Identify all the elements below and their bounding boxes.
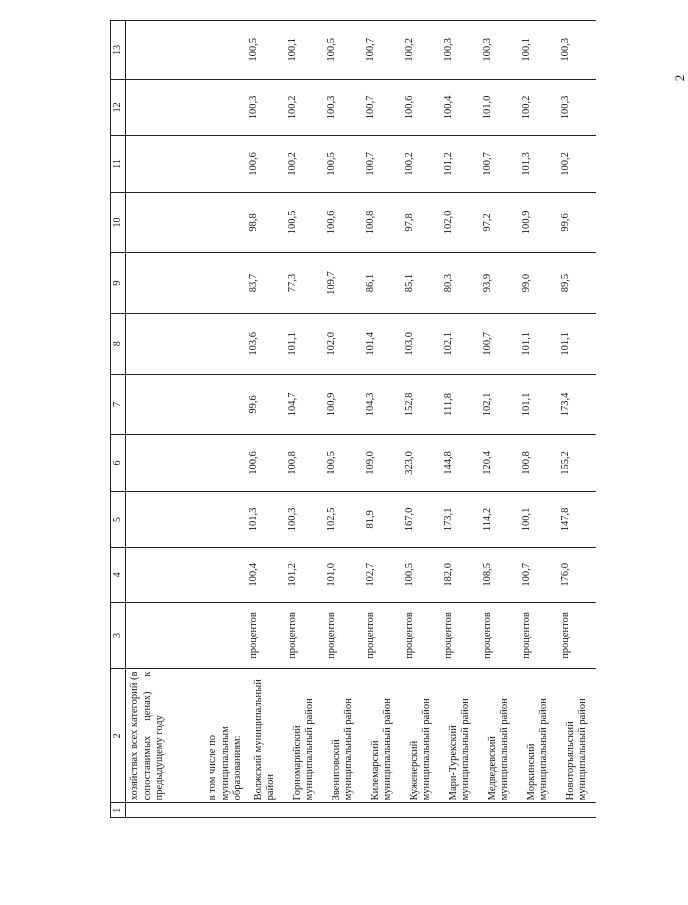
column-number-10: 10 [111,192,126,253]
value-cell: 100,6 [323,192,362,253]
row-name: Моркинский муниципальный район [518,669,557,803]
row-name: Горномарийский муниципальный район [284,669,323,803]
value-cell: 101,0 [323,548,362,602]
row-unit: процентов [479,602,518,669]
value-cell: 323,0 [401,435,440,491]
value-cell: 100,2 [401,136,440,192]
value-cell: 101,1 [284,313,323,374]
row-name: Новоторъяльский муниципальный район [557,669,596,803]
row-name-total: хозяйствах всех категорий (в сопоставимых ценах) к предыдущему году [126,669,200,803]
table-row [245,21,284,818]
value-cell: 100,2 [401,21,440,80]
row-unit: процентов [401,602,440,669]
table-row [323,21,362,818]
value-cell: 100,7 [362,21,401,80]
value-cell: 155,2 [557,435,596,491]
value-cell: 101,2 [440,136,479,192]
value-cell: 173,1 [440,491,479,547]
row-unit: процентов [362,602,401,669]
value-cell: 100,3 [440,21,479,80]
value-cell: 100,4 [245,548,284,602]
value-cell: 102,7 [362,548,401,602]
value-cell: 100,5 [401,548,440,602]
value-cell: 104,3 [362,374,401,435]
value-cell: 100,1 [518,491,557,547]
value-cell: 100,8 [518,435,557,491]
value-cell: 100,3 [557,79,596,135]
subheader-text: в том числе по муниципальным образованиям: [199,669,245,803]
value-cell: 167,0 [401,491,440,547]
table-row [401,21,440,818]
value-cell: 101,2 [284,548,323,602]
table-row [557,21,596,818]
value-cell: 108,5 [479,548,518,602]
value-cell: 83,7 [245,253,284,314]
value-cell: 100,2 [518,79,557,135]
value-cell: 100,3 [557,21,596,80]
value-cell: 109,0 [362,435,401,491]
value-cell: 100,2 [284,79,323,135]
row-unit: процентов [323,602,362,669]
row-name: Звениговский муниципальный район [323,669,362,803]
value-cell: 182,0 [440,548,479,602]
value-cell: 114,2 [479,491,518,547]
column-number-8: 8 [111,313,126,374]
column-number-3: 3 [111,602,126,669]
column-number-5: 5 [111,491,126,547]
value-cell: 104,7 [284,374,323,435]
value-cell: 144,8 [440,435,479,491]
row-name: Килемарский муниципальный район [362,669,401,803]
value-cell: 93,9 [479,253,518,314]
value-cell: 102,1 [440,313,479,374]
value-cell: 102,5 [323,491,362,547]
indicators-table [110,20,596,818]
column-number-1: 1 [111,803,126,818]
table-row [518,21,557,818]
row-unit: процентов [245,602,284,669]
value-cell: 100,8 [284,435,323,491]
value-cell: 99,6 [557,192,596,253]
rotated-table-sheet [110,20,600,818]
value-cell: 100,3 [245,79,284,135]
value-cell: 100,7 [362,79,401,135]
value-cell: 100,5 [245,21,284,80]
value-cell: 101,1 [518,374,557,435]
table-row-total [126,21,200,818]
page-number: 2 [672,74,687,82]
column-number-12: 12 [111,79,126,135]
value-cell: 102,0 [440,192,479,253]
value-cell: 173,4 [557,374,596,435]
value-cell: 100,7 [479,313,518,374]
value-cell: 101,3 [245,491,284,547]
value-cell: 109,7 [323,253,362,314]
column-number-9: 9 [111,253,126,314]
value-cell: 100,1 [518,21,557,80]
row-name: Мари-Турекский муниципальный район [440,669,479,803]
row-unit: процентов [284,602,323,669]
row-name: Медведевский муниципальный район [479,669,518,803]
value-cell: 100,5 [284,192,323,253]
value-cell: 86,1 [362,253,401,314]
value-cell: 100,4 [440,79,479,135]
value-cell: 100,5 [323,136,362,192]
row-unit: процентов [557,602,596,669]
table-row-subheader [199,21,245,818]
value-cell: 100,5 [323,435,362,491]
value-cell: 100,3 [479,21,518,80]
table-row [284,21,323,818]
table-row [479,21,518,818]
value-cell: 100,6 [245,435,284,491]
value-cell: 100,6 [401,79,440,135]
value-cell: 81,9 [362,491,401,547]
value-cell: 100,2 [284,136,323,192]
value-cell: 100,7 [518,548,557,602]
value-cell: 103,0 [401,313,440,374]
value-cell: 111,8 [440,374,479,435]
value-cell: 100,8 [362,192,401,253]
value-cell: 101,3 [518,136,557,192]
value-cell: 100,7 [362,136,401,192]
value-cell: 89,5 [557,253,596,314]
value-cell: 101,4 [362,313,401,374]
value-cell: 80,3 [440,253,479,314]
value-cell: 101,0 [479,79,518,135]
column-number-13: 13 [111,21,126,80]
cell-col1 [126,803,200,818]
value-cell: 101,1 [518,313,557,374]
row-unit: процентов [440,602,479,669]
column-number-6: 6 [111,435,126,491]
value-cell: 99,0 [518,253,557,314]
value-cell: 100,3 [284,491,323,547]
value-cell: 97,8 [401,192,440,253]
value-cell: 152,8 [401,374,440,435]
column-number-11: 11 [111,136,126,192]
value-cell: 98,8 [245,192,284,253]
column-number-row [111,21,126,818]
value-cell: 77,3 [284,253,323,314]
value-cell: 99,6 [245,374,284,435]
value-cell: 100,9 [518,192,557,253]
value-cell: 120,4 [479,435,518,491]
value-cell: 147,8 [557,491,596,547]
column-number-2: 2 [111,669,126,803]
row-name: Волжский муниципальный район [245,669,284,803]
value-cell: 85,1 [401,253,440,314]
value-cell: 100,6 [245,136,284,192]
value-cell: 100,3 [323,79,362,135]
value-cell: 101,1 [557,313,596,374]
value-cell: 102,0 [323,313,362,374]
value-cell: 100,2 [557,136,596,192]
value-cell: 100,1 [284,21,323,80]
value-cell: 100,9 [323,374,362,435]
value-cell: 100,7 [479,136,518,192]
table-row [362,21,401,818]
column-number-7: 7 [111,374,126,435]
value-cell: 102,1 [479,374,518,435]
value-cell: 176,0 [557,548,596,602]
value-cell: 97,2 [479,192,518,253]
value-cell: 100,5 [323,21,362,80]
table-body [126,21,596,818]
row-unit: процентов [518,602,557,669]
table-row [440,21,479,818]
value-cell: 103,6 [245,313,284,374]
row-name: Куженерский муниципальный район [401,669,440,803]
column-number-4: 4 [111,548,126,602]
